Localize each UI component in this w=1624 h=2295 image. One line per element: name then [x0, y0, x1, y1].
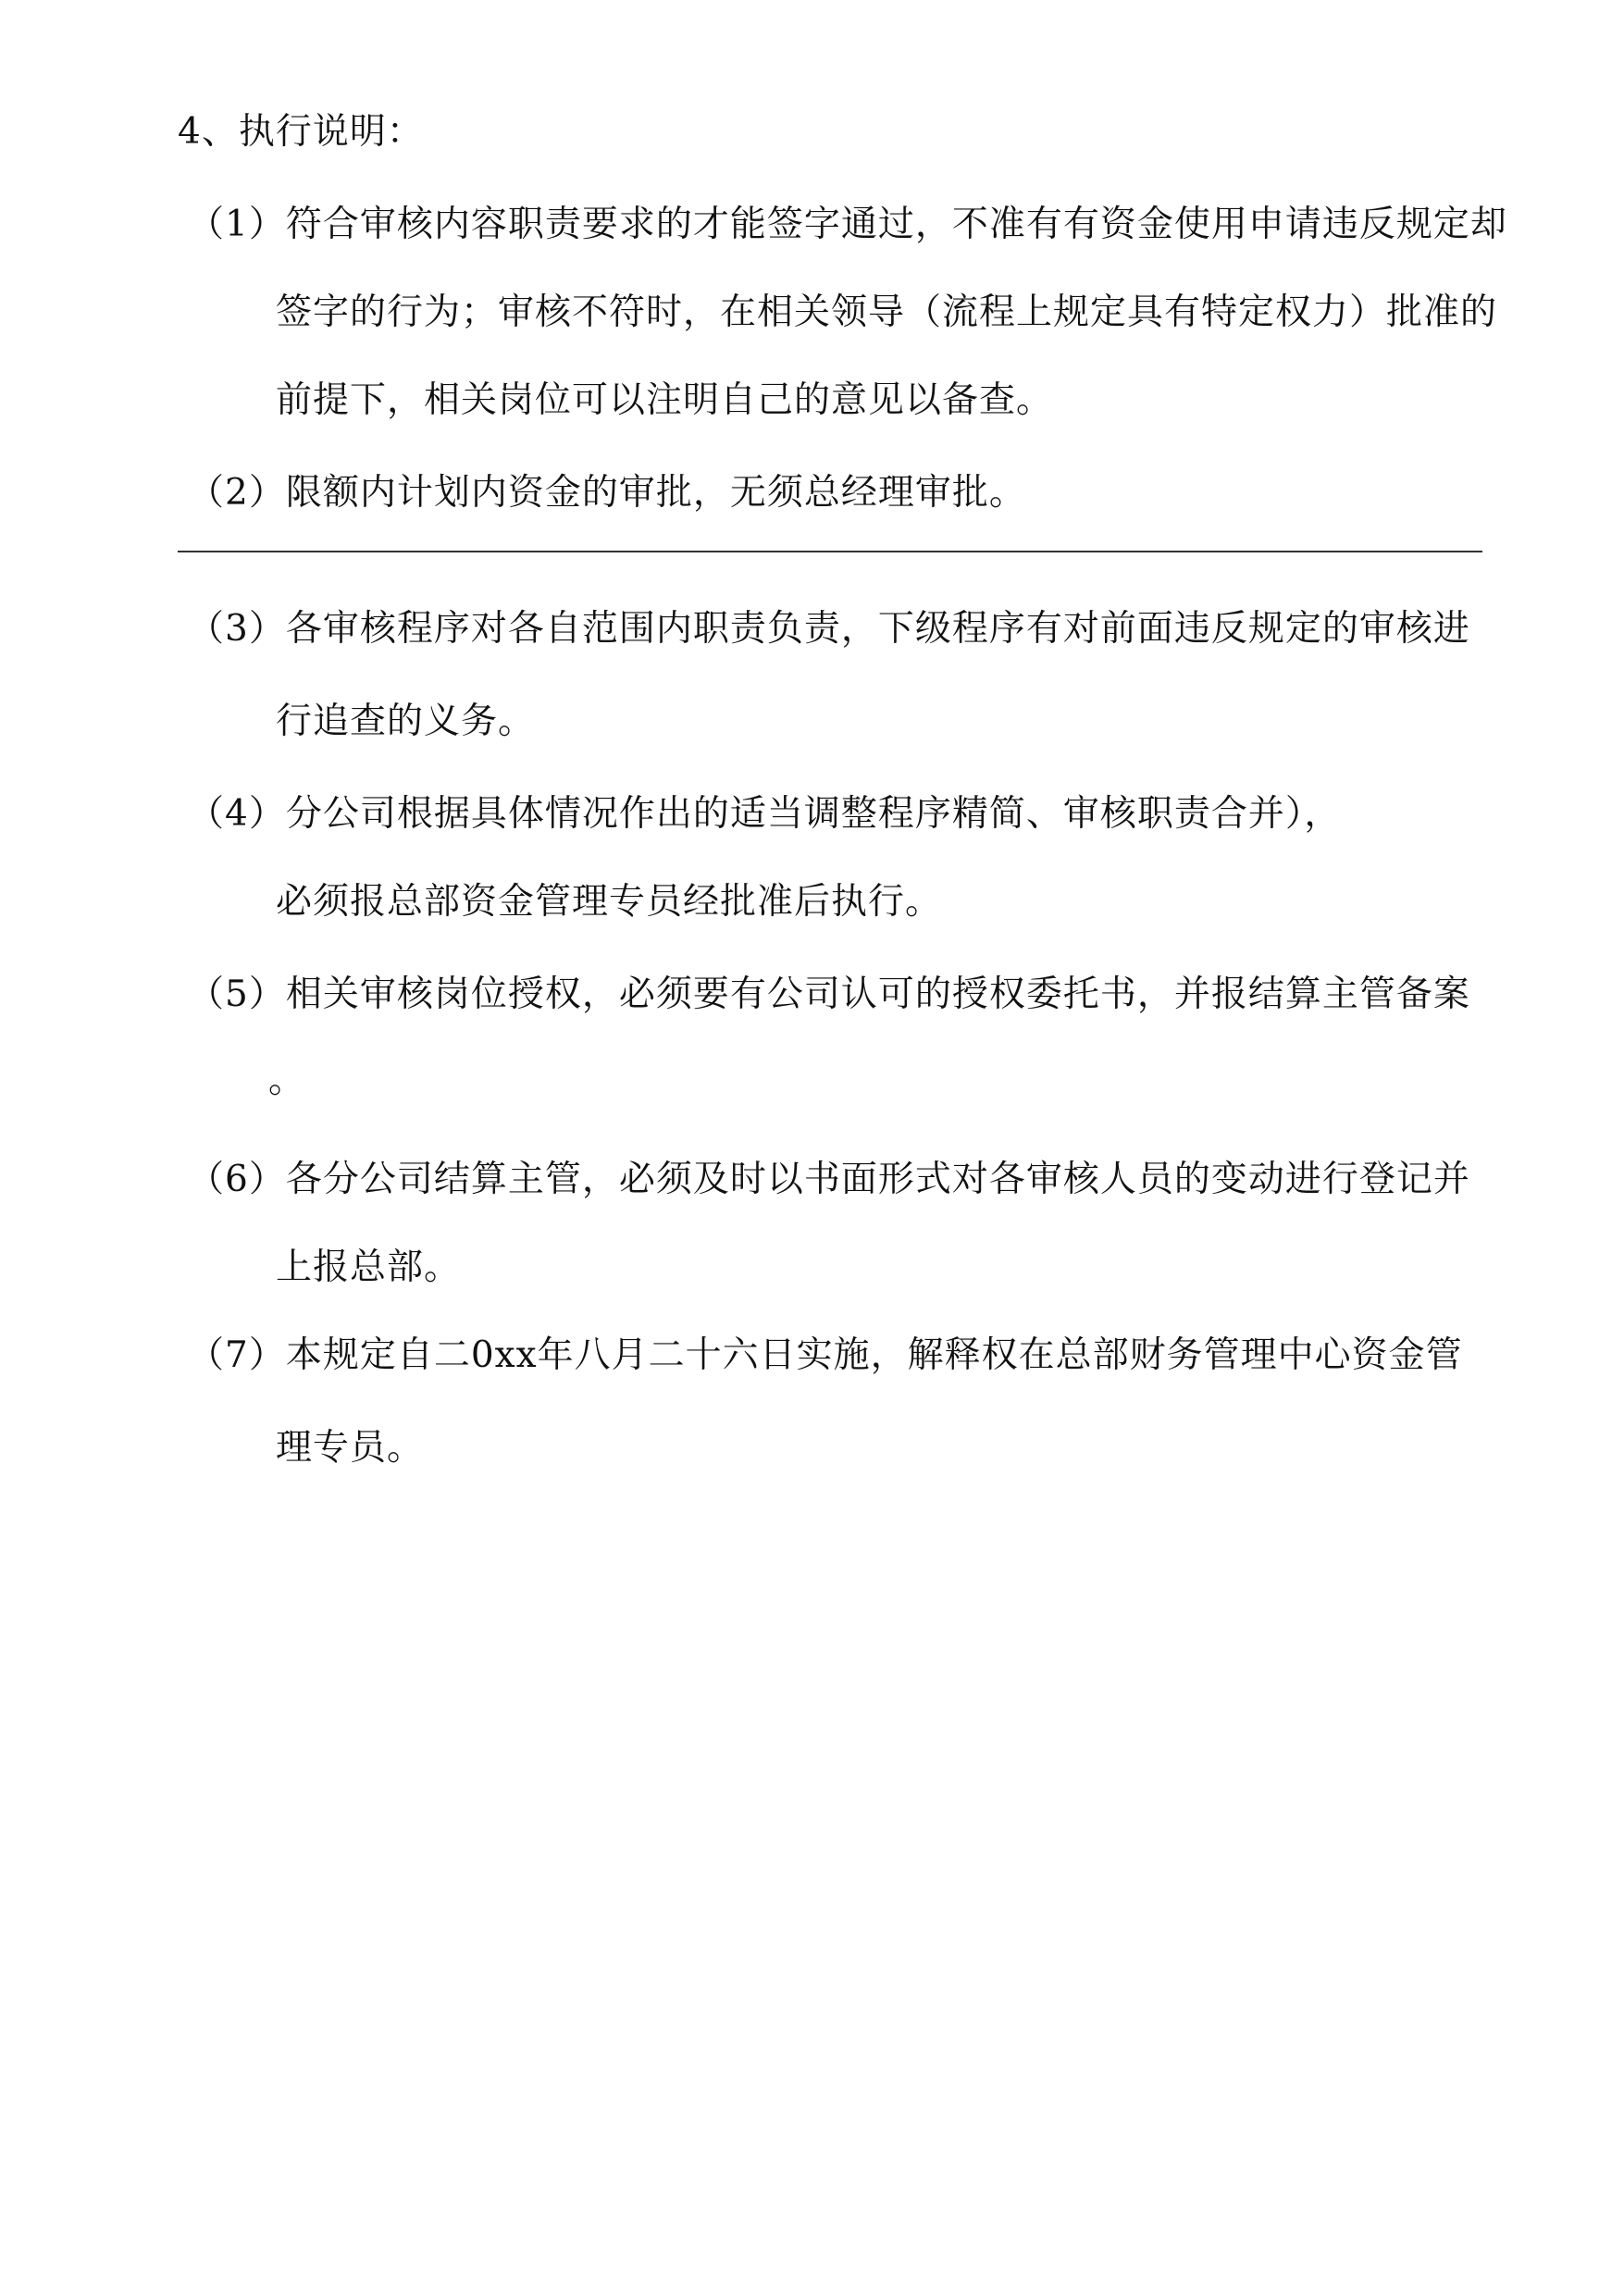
- item-line: 必须报总部资金管理专员经批准后执行。: [276, 881, 943, 923]
- item-line: （3）各审核程序对各自范围内职责负责，下级程序有对前面违反规定的审核进: [188, 608, 1470, 650]
- item-line: 理专员。: [276, 1427, 425, 1469]
- item-line: 上报总部。: [276, 1247, 462, 1288]
- item-line: 签字的行为；审核不符时，在相关领导（流程上规定具有特定权力）批准的: [276, 292, 1498, 333]
- item-line: （6）各分公司结算主管，必须及时以书面形式对各审核人员的变动进行登记并: [188, 1159, 1470, 1200]
- section-heading: 4、执行说明：: [178, 111, 424, 153]
- item-line: 行追查的义务。: [276, 701, 536, 742]
- item-line: （2）限额内计划内资金的审批，无须总经理审批。: [188, 472, 1026, 514]
- item-line: （1）符合审核内容职责要求的才能签字通过，不准有有资金使用申请违反规定却: [188, 204, 1507, 245]
- item-line: （7）本规定自二0xx年八月二十六日实施，解释权在总部财务管理中心资金管: [188, 1334, 1463, 1376]
- item-line: （5）相关审核岗位授权，必须要有公司认可的授权委托书，并报结算主管备案: [188, 974, 1470, 1015]
- item-line: （4）分公司根据具体情况作出的适当调整程序精简、审核职责合并），: [188, 793, 1342, 835]
- horizontal-rule: [178, 551, 1482, 552]
- item-line: 前提下，相关岗位可以注明自己的意见以备查。: [276, 379, 1054, 421]
- item-line: 。: [268, 1060, 306, 1101]
